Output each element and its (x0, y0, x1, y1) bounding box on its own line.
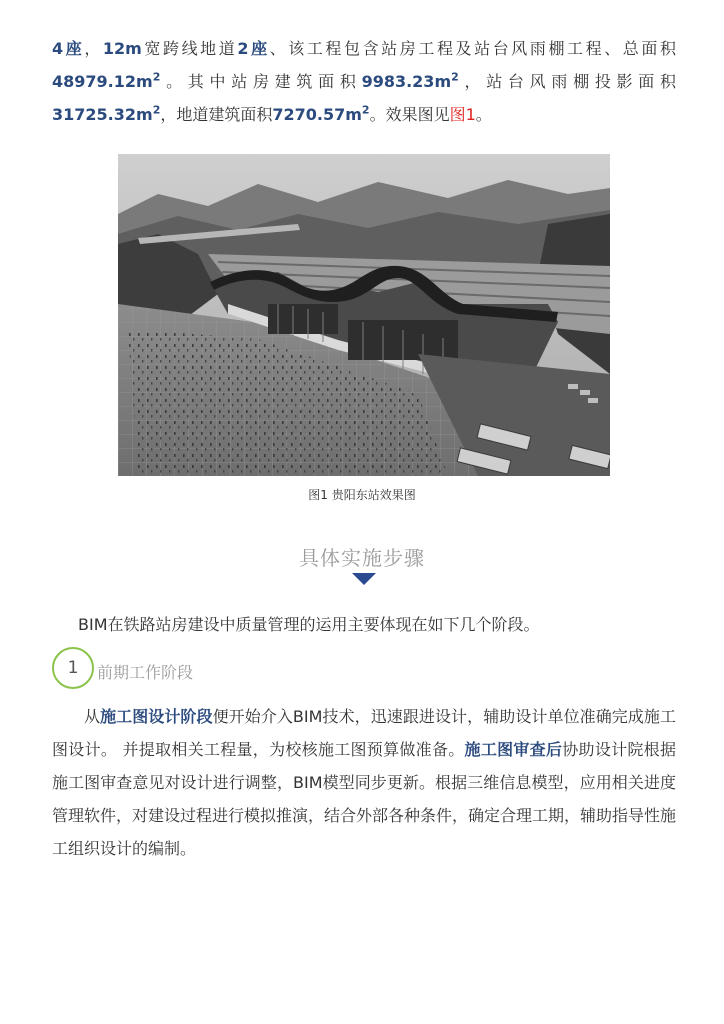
text: ，站台风雨棚投影面积 (458, 72, 676, 91)
intro-line-2 (52, 65, 676, 98)
bold-text: 12m (102, 39, 142, 58)
figure-link[interactable]: 图1 (449, 105, 476, 124)
superscript: 2 (152, 103, 161, 117)
step-number-badge: 1 (52, 647, 94, 689)
superscript: 2 (451, 70, 459, 84)
intro-line-3 (52, 98, 676, 131)
text: 协助设计院根据施工图审查意见对设计进行调整，BIM模型同步更新。根据三维信息模型，应用相关进度管理软件，对建设过程进行模拟推演，结合外部各种条件，确定合理工期，辅助指导性施工组织设计的编制。 (52, 740, 677, 858)
station-rendering-image (118, 154, 610, 476)
text: 。其中站房建筑面积 (160, 72, 362, 91)
text: 便开始介入BIM技术，迅速跟进设计，辅助设计单位准确完成施工图设计。 并提取相关工程量，为校核施工图预算做准备。 (52, 707, 676, 759)
text: ， (84, 39, 103, 58)
text: 。效果图见 (369, 105, 450, 124)
bold-text: 48979.12m (52, 72, 153, 91)
body-paragraph (52, 700, 676, 865)
intro-line-1 (52, 32, 676, 65)
bold-text: 7270.57m (272, 105, 362, 124)
text: 宽跨线地道 (141, 39, 238, 58)
section-down-arrow-icon (352, 573, 376, 585)
bold-text: 9983.23m (361, 72, 452, 91)
step-label: 前期工作阶段 (97, 663, 194, 682)
bold-text: 施工图审查后 (464, 740, 563, 759)
bold-text: 施工图设计阶段 (100, 707, 213, 726)
section-title: 具体实施步骤 (299, 546, 425, 570)
superscript: 2 (152, 70, 161, 84)
bold-text: 4座 (52, 39, 85, 58)
bold-text: 31725.32m (52, 105, 153, 124)
intro-sentence: BIM在铁路站房建设中质量管理的运用主要体现在如下几个阶段。 (78, 615, 540, 634)
text: 从 (84, 707, 101, 726)
figure-caption: 图1 贵阳东站效果图 (308, 488, 416, 502)
superscript: 2 (361, 103, 370, 117)
text: 。 (475, 105, 492, 124)
bold-text: 2座 (237, 39, 270, 58)
text: ，地道建筑面积 (160, 105, 273, 124)
text: 、该工程包含站房工程及站台风雨棚工程、总面积 (269, 39, 676, 58)
